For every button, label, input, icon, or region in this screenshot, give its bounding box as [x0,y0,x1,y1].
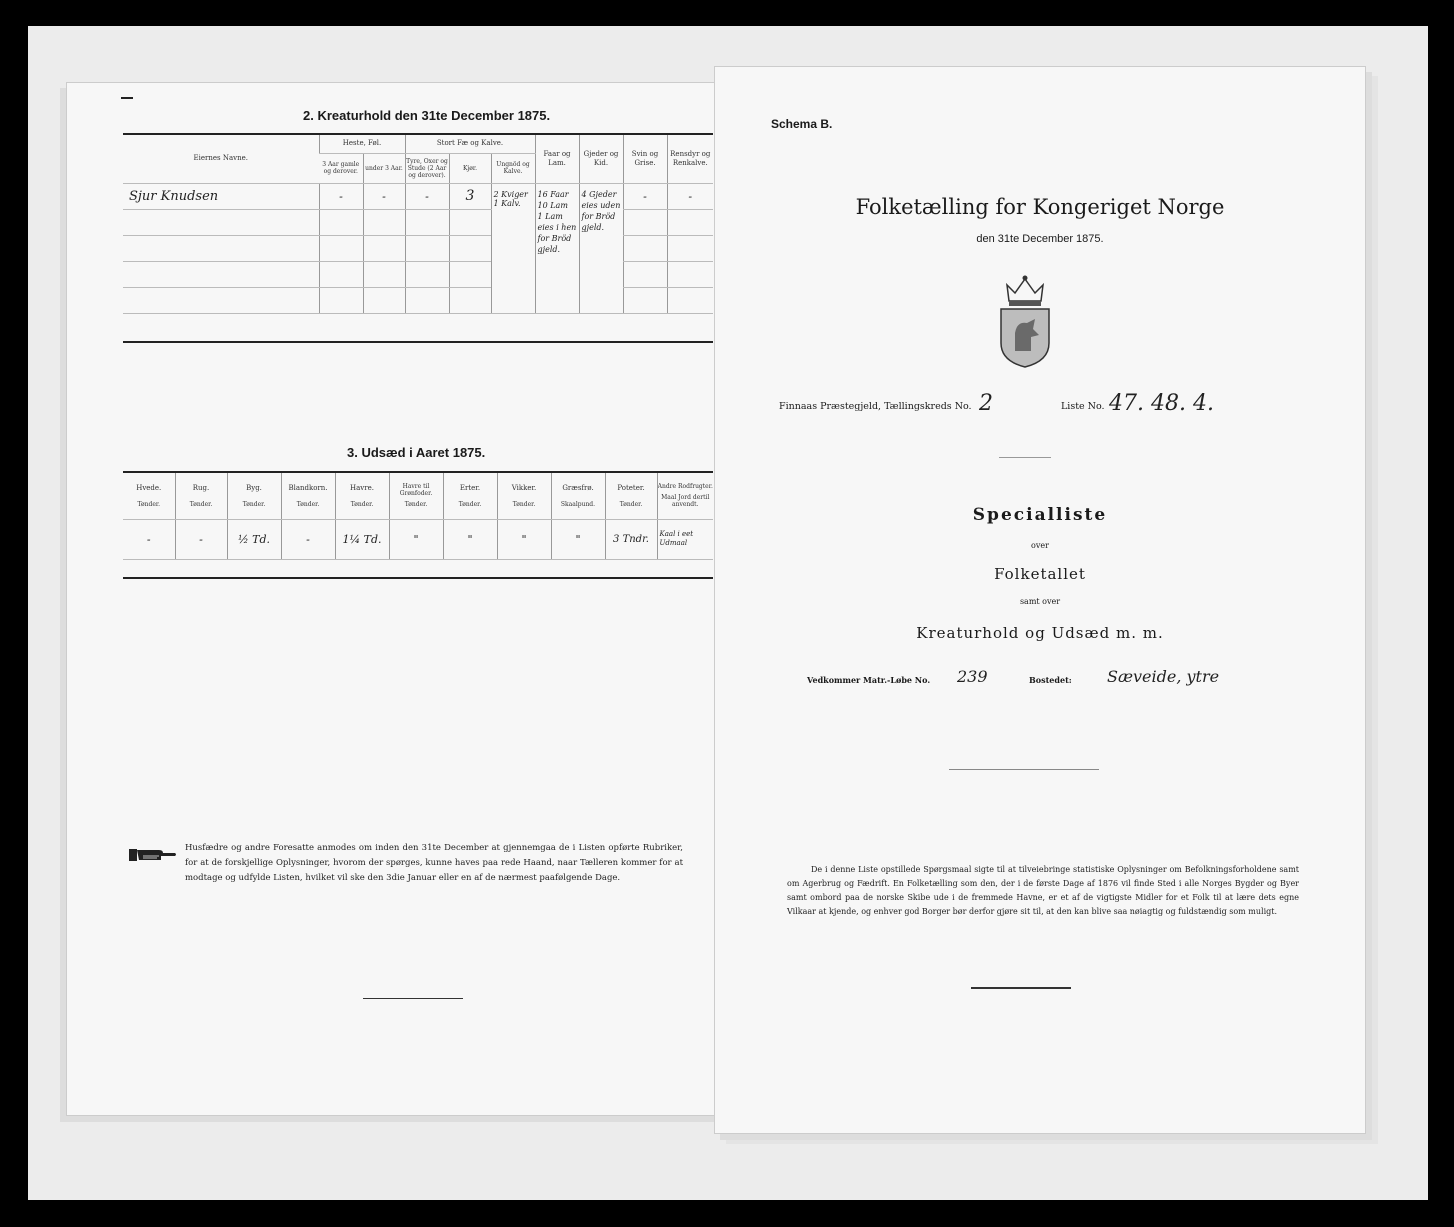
livestock-table [123,135,713,314]
pointing-hand-icon [129,845,177,869]
list-label: Liste No. [1061,401,1105,412]
schema-label: Schema B. [771,117,833,131]
value-other-roots: Kaal i eet Udmaal [659,530,694,547]
table-row [123,235,713,261]
bostedet-value: Sæveide, ytre [1107,667,1220,686]
goats-line: for Bröd [581,211,616,221]
over-text: over [1031,541,1049,550]
value-cows: 3 [465,188,475,204]
matrikel-line [807,667,1347,695]
value-potatoes: 3 Tndr. [613,533,649,545]
header-oats: Havre. Tønder. [335,473,389,519]
census-date: den 31te December 1875. [976,233,1104,245]
section3-bottom-rule [123,577,713,579]
header-goats: Gjeder og Kid. [579,135,623,183]
goats-line: eies uden [581,200,621,210]
header-reindeer: Rensdyr og Renkalve. [667,135,713,183]
table-row [123,261,713,287]
right-page [714,66,1366,1134]
section2-bottom-rule [123,341,713,343]
bostedet-label: Bostedet: [1029,675,1072,685]
matrikel-number: 239 [957,667,988,686]
value-reindeer: - [688,189,693,203]
table-row [123,209,713,235]
sheep-line: eies i hen [537,222,577,232]
table-row [123,183,713,209]
owner-name: Sjur Knudsen [129,188,219,204]
header-other-roots: Andre Rodfrugter. Maal Jord dertil anvendt. [657,473,713,519]
margin-mark [121,97,133,99]
value-horses-old: - [339,189,343,203]
sowing-table [123,473,713,560]
header-cattle: Stort Fæ og Kalve. [405,135,535,153]
coat-of-arms-icon [997,273,1053,373]
goats-line: 4 Gjeder [581,189,617,199]
divider [999,457,1051,458]
kreaturhold-text: Kreaturhold og Udsæd m. m. [916,624,1164,642]
left-page [66,82,728,1116]
header-cows: Kjør. [449,153,491,183]
header-young-cattle: Ungnöd og Kalve. [491,153,535,183]
sheep-line: gjeld. [537,244,561,254]
value-barley: ½ Td. [237,532,271,546]
notice-text: Husfædre og andre Foresatte anmodes om inden den 31te December at gjennemgaa de i Listen opførte Rubriker, for at de forskjellige Oplysninger, hvorom der spørges, kunne haves paa rede Haand, naar Tælleren kommer for at modtage og udfylde Listen, hvilket vil ske den 3die Januar eller en af de nærmest paafølgende Dage. [185,843,683,883]
header-peas: Erter. Tønder. [443,473,497,519]
header-green-oats: Havre til Grønfoder. Tønder. [389,473,443,519]
header-vetch: Vikker. Tønder. [497,473,551,519]
parish-line [779,391,1359,425]
value-pigs: - [643,189,647,203]
sheep-line: 16 Faar [537,189,569,199]
table-row [123,519,713,559]
header-pigs: Svin og Grise. [623,135,667,183]
header-rye: Rug. Tønder. [175,473,227,519]
value-mixed-grain: - [306,532,310,546]
header-barley: Byg. Tønder. [227,473,281,519]
header-horses-old: 3 Aar gamle og derover. [319,153,363,183]
page-title: Folketælling for Kongeriget Norge [855,195,1225,219]
parish-label: Finnaas Præstegjeld, Tællingskreds No. [779,401,972,412]
value-young-cattle-2: 1 Kalv. [493,198,521,208]
header-wheat: Hvede. Tønder. [123,473,175,519]
table-row [123,287,713,313]
goats-line: gjeld. [581,222,605,232]
header-owner: Eiernes Navne. [123,135,319,183]
folketallet-text: Folketallet [994,565,1086,583]
list-number: 47. 48. 4. [1109,391,1214,416]
value-green-oats: " [413,532,419,546]
value-bulls: - [425,189,429,203]
header-horses: Heste, Føl. [319,135,405,153]
sheep-line: 1 Lam [537,211,563,221]
samt-over-text: samt over [1019,597,1061,606]
value-oats: 1¼ Td. [342,532,382,546]
header-grass-seed: Græsfrø. Skaalpund. [551,473,605,519]
section2-title: 2. Kreaturhold den 31te December 1875. [303,108,551,123]
header-potatoes: Poteter. Tønder. [605,473,657,519]
sheep-line: for Bröd [537,233,572,243]
value-young-cattle-1: 2 Kviger [493,189,528,199]
divider [949,769,1099,770]
value-rye: - [199,532,203,546]
section3-title: 3. Udsæd i Aaret 1875. [347,445,486,460]
header-mixed-grain: Blandkorn. Tønder. [281,473,335,519]
district-number: 2 [979,391,993,416]
value-grass-seed: " [575,532,581,546]
matrikel-label: Vedkommer Matr.-Løbe No. [807,675,931,685]
end-rule [971,987,1071,989]
value-peas: " [467,532,473,546]
value-vetch: " [521,532,527,546]
specialliste-title: Specialliste [972,505,1108,525]
value-horses-young: - [382,189,386,203]
explanation-text: De i denne Liste opstillede Spørgsmaal sigte til at tilveiebringe statistiske Oplysninger om Befolkningsforholdene samt om Agerbrug og Fædrift. En Folketælling som den, der i de første Dage af 1876 vil finde Sted i alle Norges Bygder og Byer samt ombord paa de norske Skibe ude i de fremmede Havne, er et af de vigtigste Midler for et Folk til at lære dets egne Vilkaar at kjende, og enhver god Borger bør derfor gjøre sit til, at den kan blive saa nøiagtig og fuldstændig som muligt. [787,865,1299,916]
header-sheep: Faar og Lam. [535,135,579,183]
header-bulls: Tyre, Oxer og Stude (2 Aar og derover). [405,153,449,183]
end-rule [363,998,463,999]
sheep-line: 10 Lam [537,200,568,210]
header-horses-young: under 3 Aar. [363,153,405,183]
value-wheat: - [146,532,151,546]
